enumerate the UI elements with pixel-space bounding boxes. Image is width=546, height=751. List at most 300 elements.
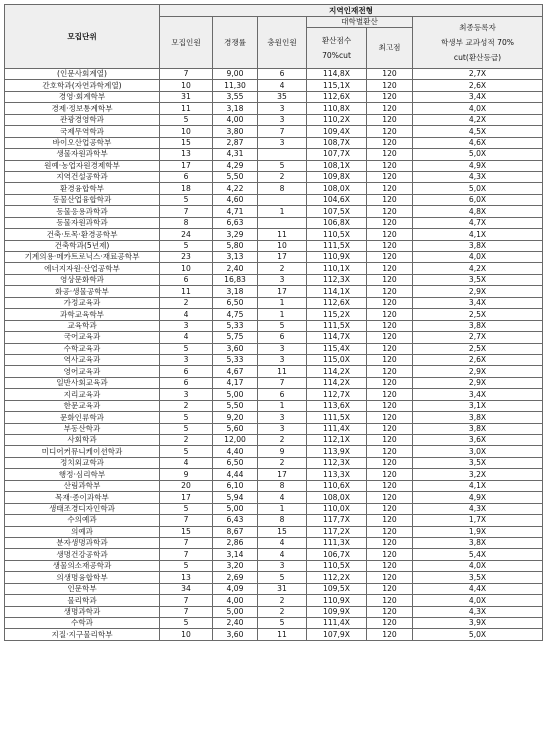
cell-additional: 7 [258, 377, 307, 388]
cell-rate: 4,00 [213, 595, 258, 606]
cell-unit: 지역건설공학과 [5, 171, 160, 182]
header-track: 지역인재전형 [160, 5, 543, 17]
cell-max-score: 120 [367, 332, 413, 343]
cell-quota: 4 [160, 332, 213, 343]
cell-quota: 5 [160, 423, 213, 434]
cell-converted-cut: 110,8X [307, 103, 367, 114]
cell-quota: 17 [160, 492, 213, 503]
cell-quota: 3 [160, 320, 213, 331]
table-row [5, 435, 543, 446]
table-row [5, 263, 543, 274]
cell-converted-cut: 114,8X [307, 69, 367, 80]
cell-rate: 3,29 [213, 229, 258, 240]
cell-final-grade: 2,5X [413, 343, 543, 354]
cell-unit: 바이오산업공학부 [5, 137, 160, 148]
cell-converted-cut: 110,1X [307, 263, 367, 274]
cell-final-grade: 3,4X [413, 389, 543, 400]
cell-max-score: 120 [367, 126, 413, 137]
cell-additional: 3 [258, 103, 307, 114]
table-row [5, 252, 543, 263]
cell-rate: 4,09 [213, 583, 258, 594]
cell-final-grade: 3,1X [413, 400, 543, 411]
cell-converted-cut: 115,4X [307, 343, 367, 354]
table-row [5, 194, 543, 205]
cell-rate: 5,00 [213, 503, 258, 514]
cell-converted-cut: 113,3X [307, 469, 367, 480]
cell-unit: 경영·회계학부 [5, 91, 160, 102]
cell-final-grade: 1,7X [413, 515, 543, 526]
cell-final-grade: 4,9X [413, 160, 543, 171]
cell-quota: 7 [160, 606, 213, 617]
table-row [5, 492, 543, 503]
cell-final-grade: 3,4X [413, 91, 543, 102]
cell-final-grade: 4,2X [413, 263, 543, 274]
table-row [5, 274, 543, 285]
cell-final-grade: 3,2X [413, 469, 543, 480]
cell-quota: 11 [160, 103, 213, 114]
cell-quota: 6 [160, 274, 213, 285]
table-row [5, 595, 543, 606]
cell-additional: 2 [258, 171, 307, 182]
cell-final-grade: 3,5X [413, 457, 543, 468]
cell-rate: 5,00 [213, 606, 258, 617]
cell-max-score: 120 [367, 412, 413, 423]
cell-max-score: 120 [367, 366, 413, 377]
cell-rate: 5,50 [213, 171, 258, 182]
cell-unit: 건축학과(5년제) [5, 240, 160, 251]
cell-converted-cut: 108,1X [307, 160, 367, 171]
cell-additional: 1 [258, 206, 307, 217]
cell-max-score: 120 [367, 149, 413, 160]
cell-final-grade: 4,1X [413, 229, 543, 240]
cell-rate: 6,10 [213, 480, 258, 491]
cell-max-score: 120 [367, 183, 413, 194]
cell-quota: 13 [160, 572, 213, 583]
cell-final-grade: 2,7X [413, 69, 543, 80]
cell-additional: 5 [258, 572, 307, 583]
cell-unit: 산림과학부 [5, 480, 160, 491]
header-final-title: 최종등록자 [459, 23, 496, 32]
cell-quota: 3 [160, 389, 213, 400]
cell-unit: 교육학과 [5, 320, 160, 331]
cell-additional: 6 [258, 332, 307, 343]
cell-final-grade: 4,0X [413, 595, 543, 606]
cell-additional: 3 [258, 114, 307, 125]
cell-additional: 1 [258, 309, 307, 320]
cell-additional: 31 [258, 583, 307, 594]
cell-max-score: 120 [367, 80, 413, 91]
cell-quota: 7 [160, 595, 213, 606]
cell-converted-cut: 114,2X [307, 366, 367, 377]
cell-rate: 6,43 [213, 515, 258, 526]
cell-quota: 8 [160, 217, 213, 228]
cell-unit: 문화인류학과 [5, 412, 160, 423]
cell-max-score: 120 [367, 492, 413, 503]
cell-rate: 2,40 [213, 618, 258, 629]
cell-unit: 물리학과 [5, 595, 160, 606]
header-additional: 충원인원 [258, 17, 307, 69]
cell-quota: 2 [160, 435, 213, 446]
cell-quota: 3 [160, 354, 213, 365]
cell-max-score: 120 [367, 171, 413, 182]
cell-max-score: 120 [367, 137, 413, 148]
cell-final-grade: 2,6X [413, 354, 543, 365]
header-final [413, 17, 543, 69]
table-row [5, 412, 543, 423]
cell-quota: 5 [160, 503, 213, 514]
cell-converted-cut: 117,2X [307, 526, 367, 537]
cell-quota: 13 [160, 149, 213, 160]
table-row [5, 400, 543, 411]
cell-rate: 4,31 [213, 149, 258, 160]
cell-unit: 일반사회교육과 [5, 377, 160, 388]
cell-quota: 6 [160, 366, 213, 377]
cell-quota: 7 [160, 537, 213, 548]
cell-quota: 6 [160, 377, 213, 388]
cell-additional: 5 [258, 320, 307, 331]
table-header [5, 5, 543, 69]
cell-max-score: 120 [367, 240, 413, 251]
cell-unit: 동물응용과학과 [5, 206, 160, 217]
cell-rate: 9,00 [213, 69, 258, 80]
cell-converted-cut: 107,9X [307, 629, 367, 640]
cell-final-grade: 4,0X [413, 252, 543, 263]
cell-quota: 5 [160, 446, 213, 457]
cell-final-grade: 4,3X [413, 171, 543, 182]
cell-quota: 15 [160, 526, 213, 537]
cell-additional: 15 [258, 526, 307, 537]
cell-additional: 9 [258, 446, 307, 457]
cell-unit: 영어교육과 [5, 366, 160, 377]
cell-rate: 2,87 [213, 137, 258, 148]
cell-final-grade: 2,7X [413, 332, 543, 343]
cell-unit: 동물자원과학과 [5, 217, 160, 228]
header-converted-score-label: 환산점수 [321, 36, 352, 45]
table-row [5, 480, 543, 491]
table-row [5, 469, 543, 480]
cell-additional: 3 [258, 423, 307, 434]
cell-quota: 5 [160, 194, 213, 205]
cell-converted-cut: 106,7X [307, 549, 367, 560]
cell-final-grade: 3,6X [413, 435, 543, 446]
cell-additional: 2 [258, 606, 307, 617]
cell-quota: 20 [160, 480, 213, 491]
cell-quota: 31 [160, 91, 213, 102]
cell-rate: 11,30 [213, 80, 258, 91]
cell-rate: 3,13 [213, 252, 258, 263]
cell-additional: 7 [258, 126, 307, 137]
table-row [5, 332, 543, 343]
header-converted-cut-label: 70%cut [322, 51, 351, 60]
cell-final-grade: 4,3X [413, 606, 543, 617]
cell-unit: 간호학과(자연과학계열) [5, 80, 160, 91]
cell-additional: 1 [258, 400, 307, 411]
cell-final-grade: 5,0X [413, 149, 543, 160]
cell-quota: 10 [160, 629, 213, 640]
table-row [5, 583, 543, 594]
cell-rate: 6,50 [213, 297, 258, 308]
cell-max-score: 120 [367, 503, 413, 514]
cell-quota: 17 [160, 160, 213, 171]
cell-unit: 사회학과 [5, 435, 160, 446]
cell-rate: 4,00 [213, 114, 258, 125]
table-row [5, 217, 543, 228]
cell-rate: 3,18 [213, 286, 258, 297]
cell-additional: 17 [258, 469, 307, 480]
cell-quota: 7 [160, 515, 213, 526]
cell-converted-cut: 110,5X [307, 560, 367, 571]
header-converted-score [307, 28, 367, 69]
table-row [5, 549, 543, 560]
cell-final-grade: 4,9X [413, 492, 543, 503]
cell-quota: 10 [160, 80, 213, 91]
cell-max-score: 120 [367, 69, 413, 80]
cell-converted-cut: 110,6X [307, 480, 367, 491]
cell-final-grade: 3,5X [413, 274, 543, 285]
table-row [5, 572, 543, 583]
cell-unit: 환경융합학부 [5, 183, 160, 194]
cell-additional: 3 [258, 412, 307, 423]
cell-unit: 원예·농업자원경제학부 [5, 160, 160, 171]
cell-final-grade: 3,9X [413, 618, 543, 629]
header-final-line3: cut(환산등급) [453, 53, 502, 62]
cell-unit: 건축·토목·환경공학부 [5, 229, 160, 240]
cell-max-score: 120 [367, 206, 413, 217]
table-row [5, 618, 543, 629]
cell-final-grade: 4,8X [413, 206, 543, 217]
cell-converted-cut: 113,6X [307, 400, 367, 411]
table-row [5, 171, 543, 182]
cell-max-score: 120 [367, 377, 413, 388]
table-row [5, 103, 543, 114]
cell-quota: 4 [160, 457, 213, 468]
cell-max-score: 120 [367, 114, 413, 125]
cell-final-grade: 3,5X [413, 572, 543, 583]
cell-additional: 10 [258, 240, 307, 251]
cell-converted-cut: 111,5X [307, 320, 367, 331]
cell-converted-cut: 115,0X [307, 354, 367, 365]
cell-final-grade: 4,0X [413, 103, 543, 114]
cell-final-grade: 2,9X [413, 377, 543, 388]
cell-unit: 관광경영학과 [5, 114, 160, 125]
cell-unit: 경제·정보통계학부 [5, 103, 160, 114]
cell-unit: 동물산업융합학과 [5, 194, 160, 205]
cell-converted-cut: 110,2X [307, 114, 367, 125]
cell-quota: 5 [160, 412, 213, 423]
cell-converted-cut: 111,5X [307, 412, 367, 423]
header-rate: 경쟁률 [213, 17, 258, 69]
cell-final-grade: 3,8X [413, 240, 543, 251]
cell-unit: 화공·생물공학부 [5, 286, 160, 297]
cell-converted-cut: 109,8X [307, 171, 367, 182]
cell-max-score: 120 [367, 618, 413, 629]
cell-converted-cut: 114,2X [307, 377, 367, 388]
table-row [5, 503, 543, 514]
table-row [5, 309, 543, 320]
cell-quota: 9 [160, 469, 213, 480]
cell-unit: 부동산학과 [5, 423, 160, 434]
cell-max-score: 120 [367, 526, 413, 537]
cell-max-score: 120 [367, 572, 413, 583]
table-body [5, 69, 543, 641]
cell-quota: 6 [160, 171, 213, 182]
cell-additional: 3 [258, 354, 307, 365]
cell-rate: 12,00 [213, 435, 258, 446]
cell-quota: 5 [160, 560, 213, 571]
cell-quota: 15 [160, 137, 213, 148]
cell-final-grade: 4,3X [413, 503, 543, 514]
cell-rate: 3,60 [213, 343, 258, 354]
cell-quota: 7 [160, 69, 213, 80]
cell-unit: 정치외교학과 [5, 457, 160, 468]
table-row [5, 91, 543, 102]
cell-quota: 4 [160, 309, 213, 320]
cell-final-grade: 5,4X [413, 549, 543, 560]
cell-converted-cut: 110,0X [307, 503, 367, 514]
cell-additional: 3 [258, 274, 307, 285]
cell-max-score: 120 [367, 629, 413, 640]
cell-converted-cut: 112,7X [307, 389, 367, 400]
cell-converted-cut: 114,1X [307, 286, 367, 297]
cell-additional: 4 [258, 549, 307, 560]
table-row [5, 149, 543, 160]
cell-additional: 2 [258, 457, 307, 468]
cell-rate: 2,69 [213, 572, 258, 583]
cell-quota: 5 [160, 114, 213, 125]
cell-additional: 2 [258, 263, 307, 274]
cell-converted-cut: 113,9X [307, 446, 367, 457]
cell-converted-cut: 108,7X [307, 137, 367, 148]
cell-unit: 분자생명과학과 [5, 537, 160, 548]
cell-unit: 국어교육과 [5, 332, 160, 343]
cell-converted-cut: 111,5X [307, 240, 367, 251]
cell-final-grade: 4,5X [413, 126, 543, 137]
table-row [5, 126, 543, 137]
cell-max-score: 120 [367, 194, 413, 205]
cell-unit: 기계의용·메카트로닉스·재료공학부 [5, 252, 160, 263]
table-row [5, 629, 543, 640]
table-row [5, 69, 543, 80]
cell-final-grade: 2,6X [413, 80, 543, 91]
cell-converted-cut: 110,9X [307, 252, 367, 263]
cell-rate: 4,40 [213, 446, 258, 457]
cell-converted-cut: 112,2X [307, 572, 367, 583]
cell-converted-cut: 109,9X [307, 606, 367, 617]
cell-rate: 4,60 [213, 194, 258, 205]
table-row [5, 229, 543, 240]
cell-rate: 5,50 [213, 400, 258, 411]
cell-converted-cut: 115,1X [307, 80, 367, 91]
cell-converted-cut: 106,8X [307, 217, 367, 228]
table-row [5, 423, 543, 434]
cell-rate: 4,71 [213, 206, 258, 217]
cell-max-score: 120 [367, 263, 413, 274]
cell-max-score: 120 [367, 309, 413, 320]
cell-additional: 4 [258, 537, 307, 548]
cell-additional: 6 [258, 69, 307, 80]
cell-additional: 17 [258, 286, 307, 297]
cell-additional: 1 [258, 503, 307, 514]
cell-max-score: 120 [367, 389, 413, 400]
cell-converted-cut: 110,9X [307, 595, 367, 606]
cell-additional: 2 [258, 435, 307, 446]
cell-max-score: 120 [367, 435, 413, 446]
cell-max-score: 120 [367, 606, 413, 617]
table-row [5, 526, 543, 537]
cell-converted-cut: 112,3X [307, 274, 367, 285]
cell-max-score: 120 [367, 595, 413, 606]
table-row [5, 286, 543, 297]
cell-rate: 3,20 [213, 560, 258, 571]
cell-rate: 4,67 [213, 366, 258, 377]
cell-converted-cut: 112,3X [307, 457, 367, 468]
cell-final-grade: 2,9X [413, 286, 543, 297]
table-row [5, 537, 543, 548]
cell-additional [258, 149, 307, 160]
table-row [5, 240, 543, 251]
cell-unit: (인문사회계열) [5, 69, 160, 80]
cell-final-grade: 4,4X [413, 583, 543, 594]
cell-max-score: 120 [367, 274, 413, 285]
cell-additional: 8 [258, 480, 307, 491]
table-row [5, 183, 543, 194]
cell-unit: 생명과학과 [5, 606, 160, 617]
cell-rate: 4,17 [213, 377, 258, 388]
admissions-table [4, 4, 543, 641]
cell-rate: 3,60 [213, 629, 258, 640]
cell-max-score: 120 [367, 297, 413, 308]
table-row [5, 343, 543, 354]
cell-converted-cut: 104,6X [307, 194, 367, 205]
table-row [5, 366, 543, 377]
cell-rate: 5,75 [213, 332, 258, 343]
cell-additional: 2 [258, 595, 307, 606]
cell-rate: 4,44 [213, 469, 258, 480]
cell-rate: 4,75 [213, 309, 258, 320]
cell-final-grade: 3,8X [413, 423, 543, 434]
cell-max-score: 120 [367, 537, 413, 548]
cell-quota: 11 [160, 286, 213, 297]
cell-converted-cut: 112,6X [307, 91, 367, 102]
cell-unit: 국제무역학과 [5, 126, 160, 137]
cell-additional: 5 [258, 160, 307, 171]
cell-unit: 수학과 [5, 618, 160, 629]
cell-max-score: 120 [367, 286, 413, 297]
cell-converted-cut: 112,1X [307, 435, 367, 446]
cell-additional: 11 [258, 366, 307, 377]
cell-unit: 수의예과 [5, 515, 160, 526]
cell-additional [258, 194, 307, 205]
cell-unit: 생물의소재공학과 [5, 560, 160, 571]
cell-quota: 34 [160, 583, 213, 594]
cell-quota: 24 [160, 229, 213, 240]
cell-max-score: 120 [367, 457, 413, 468]
cell-converted-cut: 110,5X [307, 229, 367, 240]
cell-converted-cut: 112,6X [307, 297, 367, 308]
cell-max-score: 120 [367, 354, 413, 365]
cell-unit: 영상문화학과 [5, 274, 160, 285]
cell-additional: 11 [258, 229, 307, 240]
cell-unit: 인문학부 [5, 583, 160, 594]
cell-converted-cut: 109,5X [307, 583, 367, 594]
cell-rate: 5,94 [213, 492, 258, 503]
cell-quota: 10 [160, 126, 213, 137]
cell-quota: 5 [160, 618, 213, 629]
cell-rate: 5,60 [213, 423, 258, 434]
cell-rate: 3,18 [213, 103, 258, 114]
cell-final-grade: 3,0X [413, 446, 543, 457]
cell-max-score: 120 [367, 560, 413, 571]
